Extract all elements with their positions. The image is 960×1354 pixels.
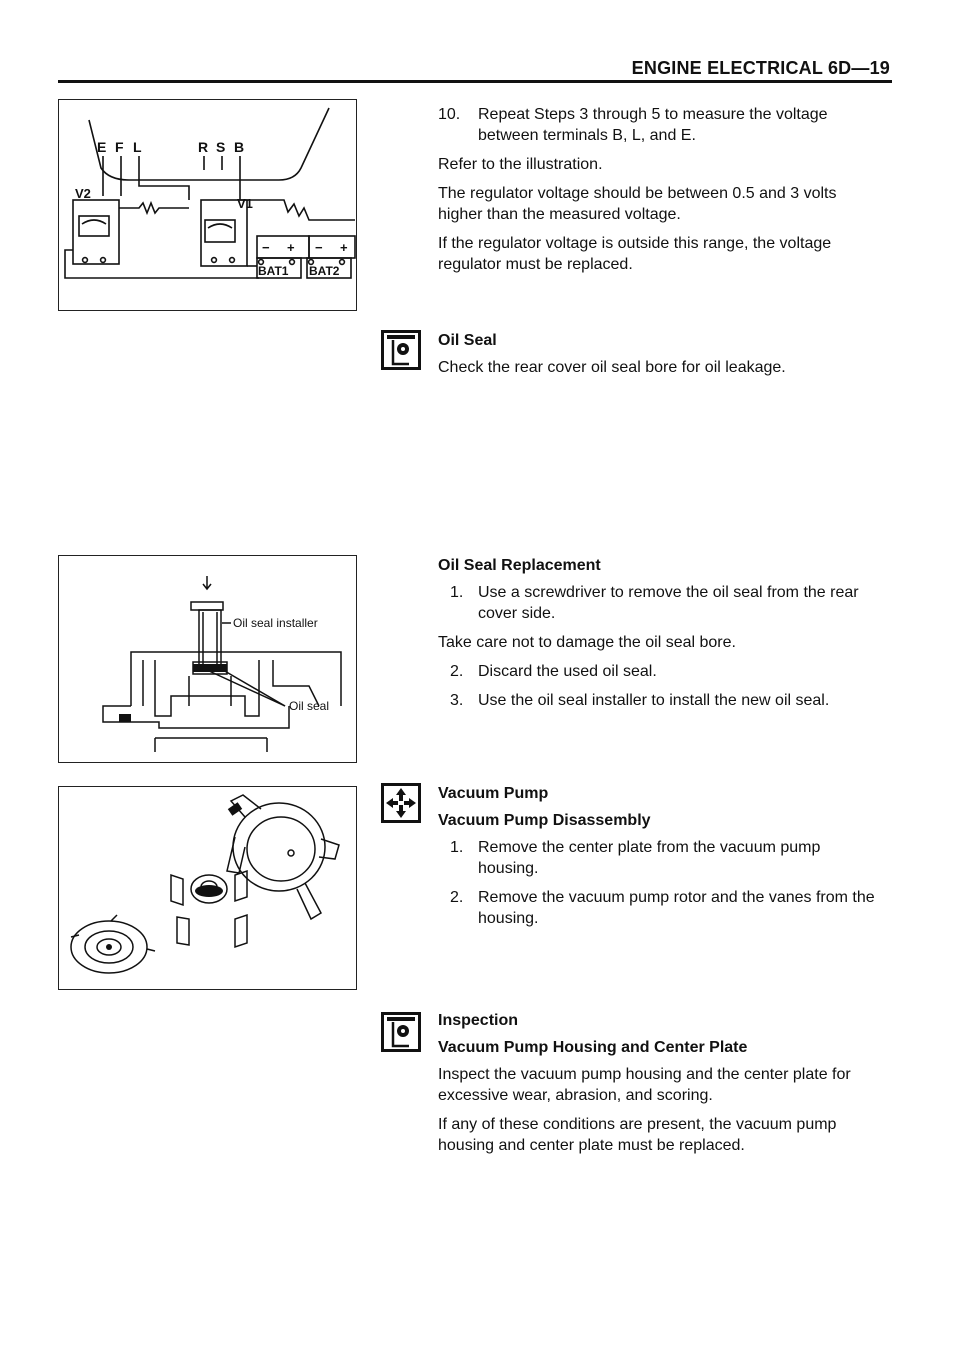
step-number: 3.	[450, 692, 464, 709]
inspection-para-2: If any of these conditions are present, the vacuum pump housing and center plate must be replaced.	[438, 1116, 837, 1154]
battery-sign: +	[340, 240, 348, 255]
step-text: Remove the vacuum pump rotor and the vanes from the housing.	[478, 889, 875, 927]
voltage-para-2: The regulator voltage should be between 0.5 and 3 volts higher than the measured voltage.	[438, 185, 837, 223]
vacuum-pump-figure	[58, 786, 357, 990]
terminal-label-s: S	[216, 139, 226, 155]
meter-label-v1: V1	[237, 196, 253, 211]
step-text: Discard the used oil seal.	[478, 663, 657, 680]
vacuum-pump-section	[438, 783, 882, 937]
vacuum-pump-heading: Vacuum Pump	[438, 785, 549, 802]
replacement-step	[438, 690, 882, 711]
battery-sign: +	[287, 240, 295, 255]
replacement-note: Take care not to damage the oil seal bore.	[438, 634, 736, 651]
step-number: 2.	[450, 663, 464, 680]
inspection-para-1: Inspect the vacuum pump housing and the center plate for excessive wear, abrasion, and scoring.	[438, 1066, 851, 1104]
vacuum-pump-drawing	[59, 787, 356, 989]
voltage-diagram	[58, 99, 357, 311]
replacement-step	[438, 661, 882, 682]
inspection-section	[438, 1010, 882, 1164]
inspect-icon	[381, 330, 421, 370]
step-number: 1.	[450, 584, 464, 601]
oil-seal-installer-figure	[58, 555, 357, 763]
battery-label-bat1: BAT1	[258, 264, 289, 278]
oil-seal-heading: Oil Seal	[438, 332, 497, 349]
oil-seal-replacement-heading: Oil Seal Replacement	[438, 557, 601, 574]
step-text: Repeat Steps 3 through 5 to measure the voltage between terminals B, L, and E.	[478, 106, 828, 144]
step-10	[438, 104, 882, 146]
step-text: Remove the center plate from the vacuum pump housing.	[478, 839, 821, 877]
step-number: 1.	[450, 839, 464, 856]
voltage-diagram-drawing	[59, 100, 356, 310]
terminal-label-f: F	[115, 139, 124, 155]
terminal-label-e: E	[97, 139, 107, 155]
step-text: Use a screwdriver to remove the oil seal from the rear cover side.	[478, 584, 859, 622]
inspection-heading: Inspection	[438, 1012, 519, 1029]
oil-seal-replacement-section	[438, 555, 882, 719]
inspect-icon	[381, 1012, 421, 1052]
terminal-label-l: L	[133, 139, 142, 155]
meter-label-v2: V2	[75, 186, 91, 201]
label-oil-seal: Oil seal	[289, 699, 330, 713]
step-number: 10.	[438, 106, 461, 123]
oil-seal-text: Check the rear cover oil seal bore for oil leakage.	[438, 359, 786, 376]
disassembly-step	[438, 887, 882, 929]
battery-sign: −	[315, 240, 323, 255]
vacuum-pump-disassembly-heading: Vacuum Pump Disassembly	[438, 812, 651, 829]
page-header: ENGINE ELECTRICAL 6D—19	[631, 58, 890, 78]
disassemble-icon	[381, 783, 421, 823]
step-number: 2.	[450, 889, 464, 906]
voltage-para-1: Refer to the illustration.	[438, 156, 603, 173]
step-text: Use the oil seal installer to install the new oil seal.	[478, 692, 830, 709]
terminal-label-r: R	[198, 139, 209, 155]
replacement-step	[438, 582, 882, 624]
disassembly-step	[438, 837, 882, 879]
oil-seal-installer-drawing	[59, 556, 356, 762]
battery-label-bat2: BAT2	[309, 264, 340, 278]
header-rule	[58, 80, 892, 83]
battery-sign: −	[262, 240, 270, 255]
oil-seal-section	[438, 330, 882, 386]
voltage-section	[438, 104, 882, 283]
label-oil-seal-installer: Oil seal installer	[233, 616, 318, 630]
terminal-label-b: B	[234, 139, 245, 155]
voltage-para-3: If the regulator voltage is outside this range, the voltage regulator must be replaced.	[438, 235, 832, 273]
housing-center-plate-heading: Vacuum Pump Housing and Center Plate	[438, 1039, 748, 1056]
